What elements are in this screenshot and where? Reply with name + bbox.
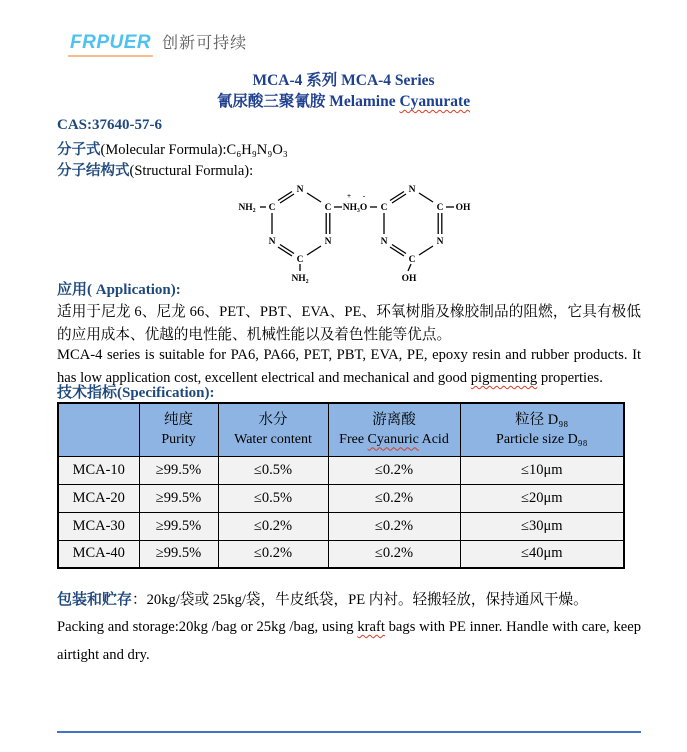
doc-title-spellchecked-word: Cyanurate: [399, 93, 471, 110]
acid-cell: ≤0.2%: [328, 484, 460, 512]
molecular-formula-value: C₆H₉N₉O₃: [226, 142, 288, 158]
purity-cell: ≥99.5%: [139, 456, 218, 484]
grade-name-cell: MCA-30: [58, 512, 139, 540]
table-row: [58, 484, 624, 512]
atom-n-icon: N: [296, 185, 304, 195]
header-free-cyanuric-acid: 游离酸 Free Cyanuric Acid: [328, 403, 460, 456]
purity-cell: ≥99.5%: [139, 512, 218, 540]
molecular-formula-label-en: (Molecular Formula):: [100, 142, 227, 158]
packing-en-part2: bags with PE inner. Handle with care, keep airtight and dry.: [57, 619, 641, 663]
minus-charge-icon: -: [362, 191, 366, 200]
table-row: [58, 456, 624, 484]
size-cell: ≤10μm: [460, 456, 624, 484]
water-cell: ≤0.5%: [218, 484, 328, 512]
doc-title-line2: [0, 91, 687, 112]
cas-number: CAS:37640-57-6: [57, 117, 162, 133]
size-cell: ≤30μm: [460, 512, 624, 540]
application-en-part1: MCA-4 series is suitable for PA6, PA66, PET, PBT, EVA, PE, epoxy resin and rubber products. It has low application cost, excellent electrical and mechanical and good: [57, 347, 641, 386]
group-nh2-icon: NH₂: [291, 274, 309, 284]
atom-c-icon: C: [296, 255, 304, 265]
water-cell: ≤0.2%: [218, 512, 328, 540]
table-row: [58, 540, 624, 568]
grade-name-cell: MCA-20: [58, 484, 139, 512]
purity-cell: ≥99.5%: [139, 484, 218, 512]
specification-heading: 技术指标(Specification):: [57, 385, 215, 401]
water-cell: ≤0.5%: [218, 456, 328, 484]
group-nh2-icon: NH₂: [238, 203, 256, 213]
header-particle-size: 粒径 D₉₈ Particle size D₉₈: [460, 403, 624, 456]
atom-c-icon: C: [324, 203, 332, 213]
structural-formula-label: [57, 159, 253, 180]
company-logo: FRPUER: [68, 32, 153, 57]
chemical-structure-diagram: [233, 172, 473, 285]
size-cell: ≤40μm: [460, 540, 624, 568]
header-spellchecked-word: Cyanuric: [367, 432, 419, 448]
specification-table: [57, 402, 625, 569]
doc-title: [0, 70, 687, 112]
logo-row: [68, 30, 247, 57]
acid-cell: ≤0.2%: [328, 456, 460, 484]
atom-c-icon: C: [268, 203, 276, 213]
purity-cell: ≥99.5%: [139, 540, 218, 568]
atom-n-icon: N: [436, 237, 444, 247]
application-en-part2: properties.: [537, 370, 603, 386]
application-heading: 应用( Application):: [57, 282, 181, 298]
plus-charge-icon: +: [346, 191, 352, 200]
acid-cell: ≤0.2%: [328, 540, 460, 568]
footer-divider: [57, 731, 641, 733]
header-water-content: 水分 Water content: [218, 403, 328, 456]
group-nh3o-icon: NH₃O: [342, 203, 368, 213]
grade-name-cell: MCA-10: [58, 456, 139, 484]
header-empty-cell: [58, 403, 139, 456]
application-spellchecked-word: pigmenting: [470, 370, 538, 386]
packing-heading: 包装和贮存: [57, 592, 133, 608]
group-oh-icon: OH: [401, 274, 417, 284]
packing-text-zh: [57, 590, 641, 611]
water-cell: ≤0.2%: [218, 540, 328, 568]
acid-cell: ≤0.2%: [328, 512, 460, 540]
atom-n-icon: N: [268, 237, 276, 247]
doc-title-line2-text: 氰尿酸三聚氰胺 Melamine: [216, 93, 400, 110]
size-cell: ≤20μm: [460, 484, 624, 512]
atom-c-icon: C: [436, 203, 444, 213]
packing-en-part1: Packing and storage:20kg /bag or 25kg /bag, using: [57, 619, 358, 635]
structural-formula-label-zh: 分子结构式: [57, 163, 130, 179]
grade-name-cell: MCA-40: [58, 540, 139, 568]
group-oh-icon: OH: [455, 203, 471, 213]
atom-n-icon: N: [408, 185, 416, 195]
table-row: [58, 512, 624, 540]
logo-slogan: 创新可持续: [162, 35, 248, 52]
packing-zh-rest: ：20kg/袋或 25kg/袋，牛皮纸袋，PE 内衬。轻搬轻放，保持通风干燥。: [132, 592, 588, 608]
header-purity: 纯度 Purity: [139, 403, 218, 456]
doc-title-line1: MCA-4 系列 MCA-4 Series: [252, 72, 435, 89]
molecular-formula-line: [57, 138, 288, 159]
molecular-formula-label-zh: 分子式: [57, 142, 101, 158]
packing-text-en: [57, 614, 641, 669]
atom-c-icon: C: [408, 255, 416, 265]
table-header-row: [58, 403, 624, 456]
application-text-zh: 适用于尼龙 6、尼龙 66、PET、PBT、EVA、PE、环氧树脂及橡胶制品的阻燃，它具有极低的应用成本、优越的电性能、机械性能以及着色性能等优点。: [57, 304, 641, 343]
atom-c-icon: C: [380, 203, 388, 213]
atom-n-icon: N: [324, 237, 332, 247]
structural-formula-label-en: (Structural Formula):: [129, 163, 254, 179]
atom-n-icon: N: [380, 237, 388, 247]
packing-spellchecked-word: kraft: [357, 619, 385, 635]
